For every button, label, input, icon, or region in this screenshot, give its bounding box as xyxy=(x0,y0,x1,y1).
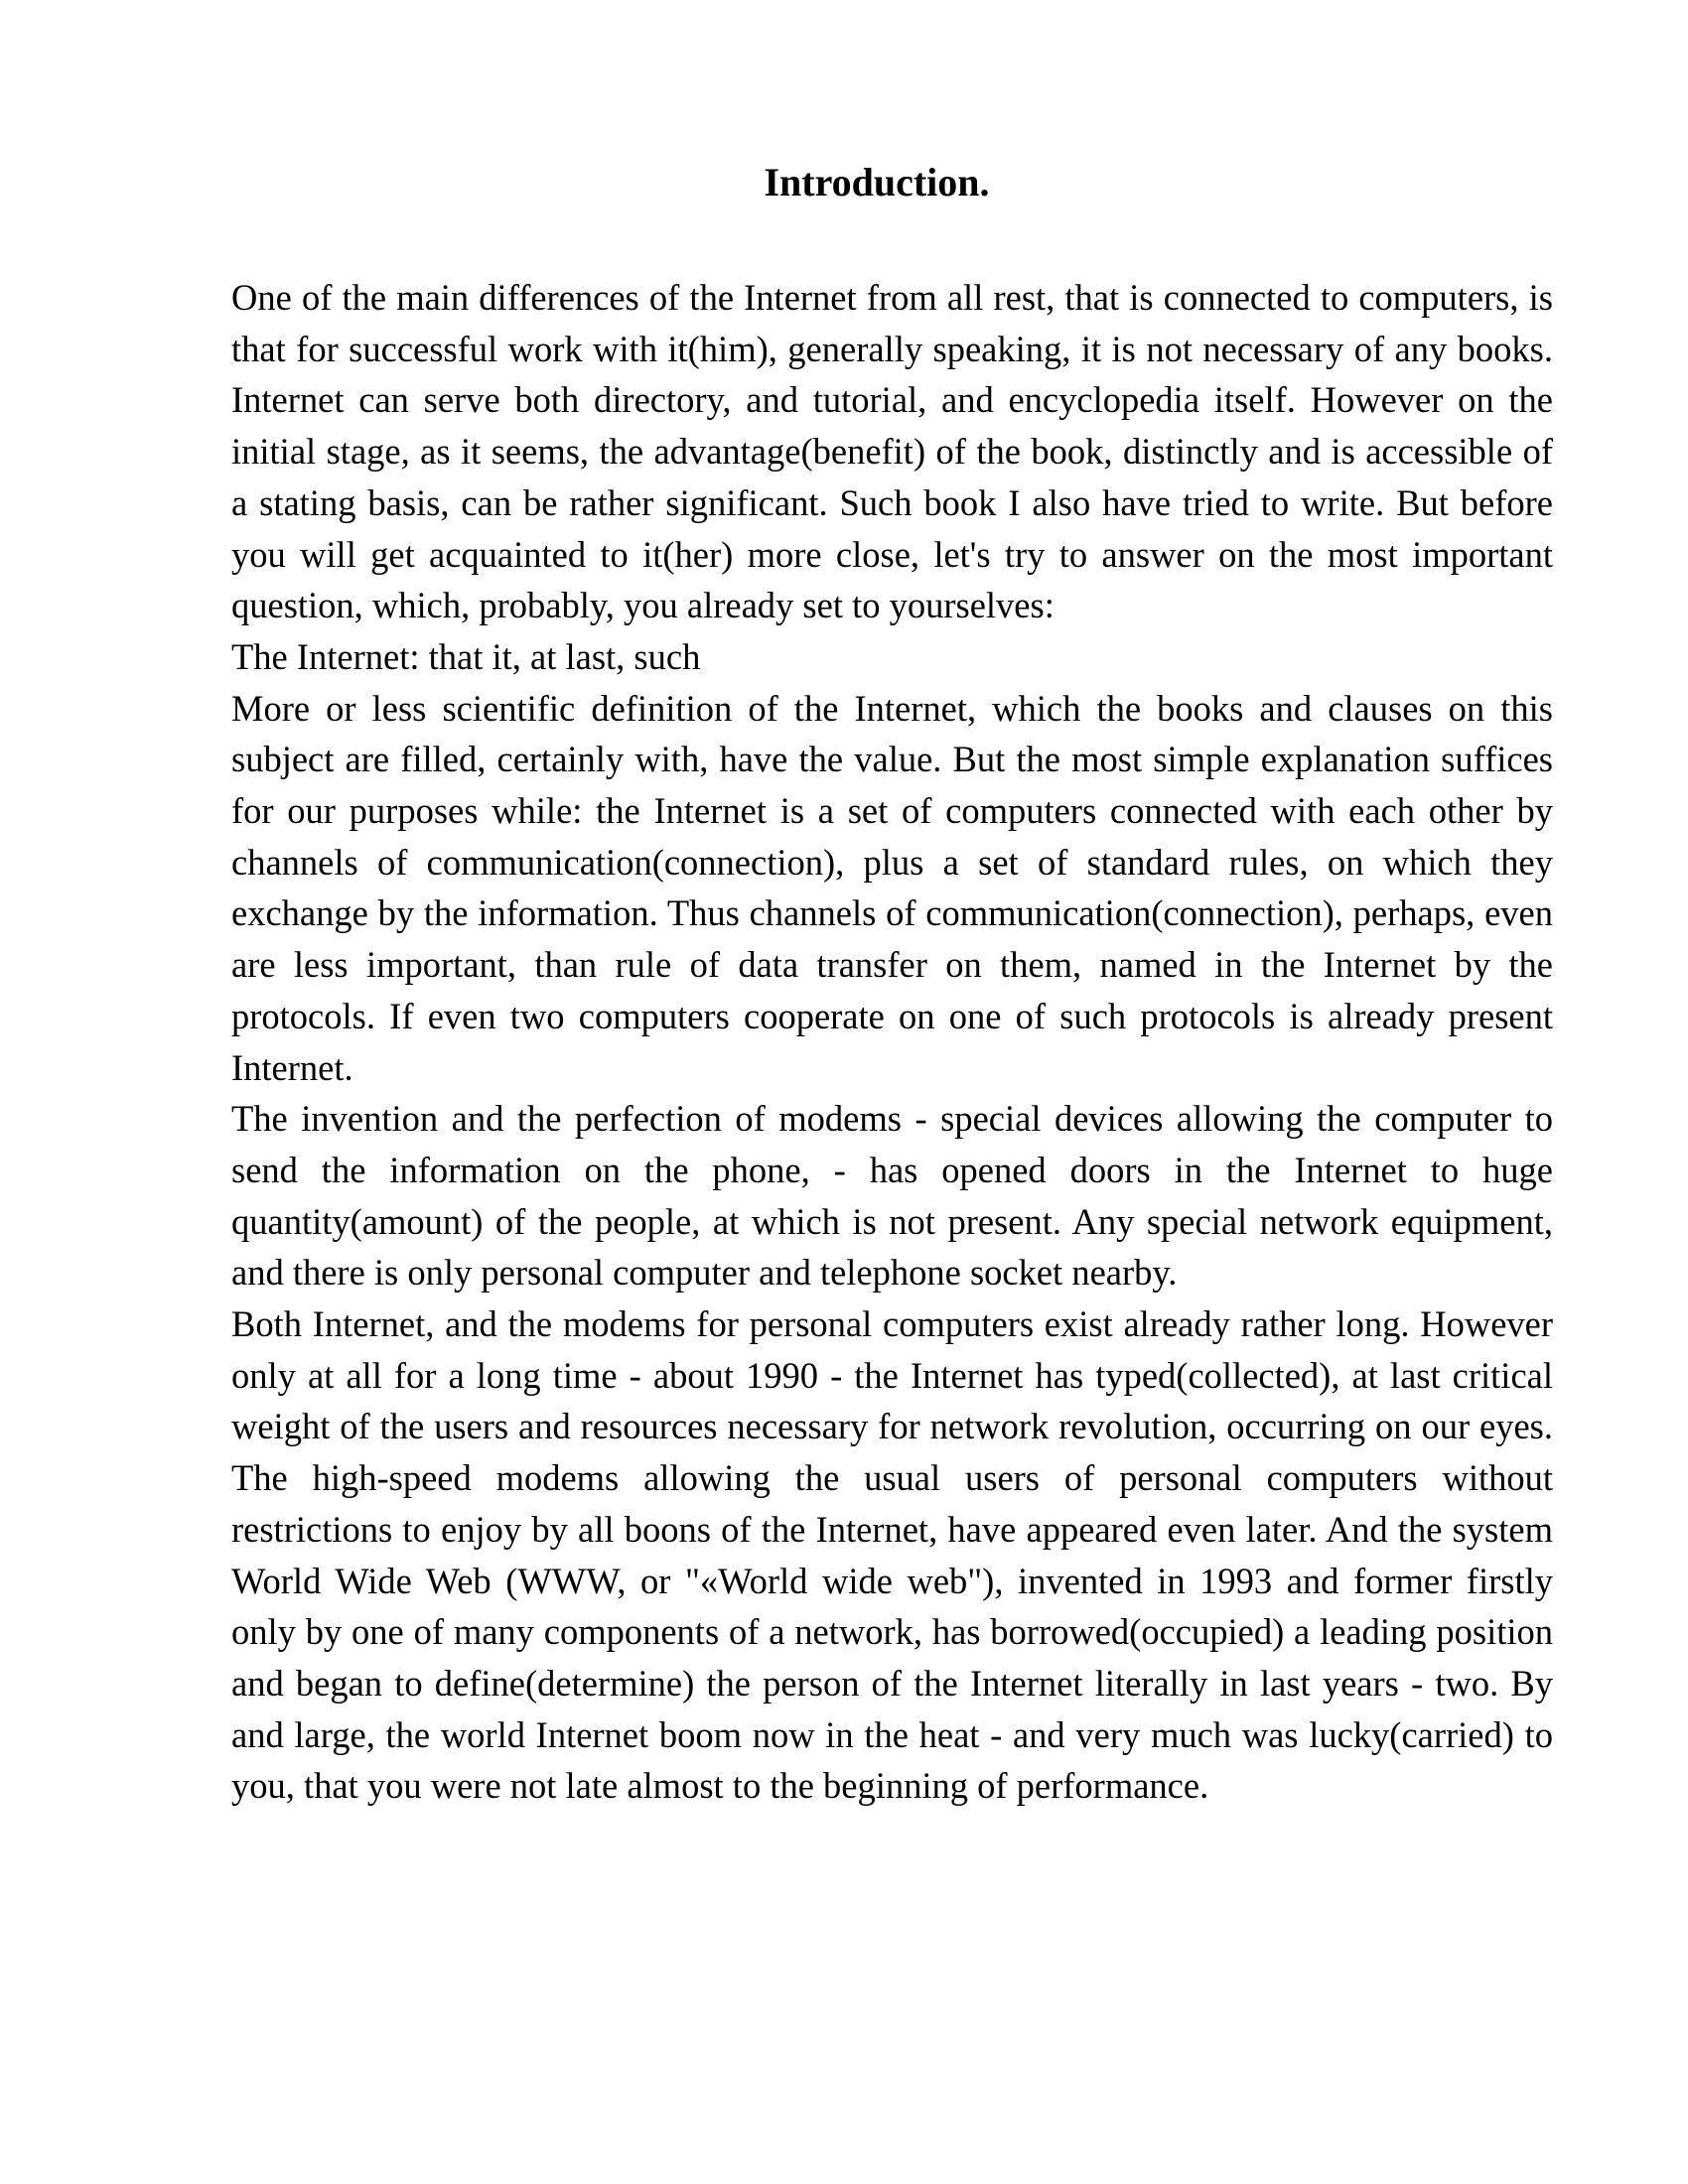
document-body xyxy=(231,272,1553,1812)
paragraph-history: Both Internet, and the modems for personal computers exist already rather long. However only at all for a long time - about 1990 - the Internet has typed(collected), at last critical weight of the users and resources necessary for network revolution, occurring on our eyes. The high-speed modems allowing the usual users of personal computers without restrictions to enjoy by all boons of the Internet, have appeared even later. And the system World Wide Web (WWW, or "«World wide web"), invented in 1993 and former firstly only by one of many components of a network, has borrowed(occupied) a leading position and began to define(determine) the person of the Internet literally in last years - two. By and large, the world Internet boom now in the heat - and very much was lucky(carried) to you, that you were not late almost to the beginning of performance. xyxy=(231,1303,1553,1807)
paragraph-definition: More or less scientific definition of the Internet, which the books and clauses on this subject are filled, certainly with, have the value. But the most simple explanation suffices for our purposes while: the Internet is a set of computers connected with each other by channels of communication(connection), plus a set of standard rules, on which they exchange by the information. Thus channels of communication(connection), perhaps, even are less important, than rule of data transfer on them, named in the Internet by the protocols. If even two computers cooperate on one of such protocols is already present Internet. xyxy=(231,687,1553,1088)
paragraph-modems: The invention and the perfection of modems - special devices allowing the computer to send the information on the phone, - has opened doors in the Internet to huge quantity(amount) of the people, at which is not present. Any special network equipment, and there is only personal computer and telephone socket nearby. xyxy=(231,1098,1553,1294)
paragraph-subheading: The Internet: that it, at last, such xyxy=(231,635,701,677)
page-title: Introduction. xyxy=(764,160,990,205)
paragraph-intro: One of the main differences of the Internet from all rest, that is connected to computers, is that for successful work with it(him), generally speaking, it is not necessary of any books. Internet can serve both directory, and tutorial, and encyclopedia itself. However on the initial stage, as it seems, the advantage(benefit) of the book, distinctly and is accessible of a stating basis, can be rather significant. Such book I also have tried to write. But before you will get acquainted to it(her) more close, let's try to answer on the most important question, which, probably, you already set to yourselves: xyxy=(231,277,1553,626)
